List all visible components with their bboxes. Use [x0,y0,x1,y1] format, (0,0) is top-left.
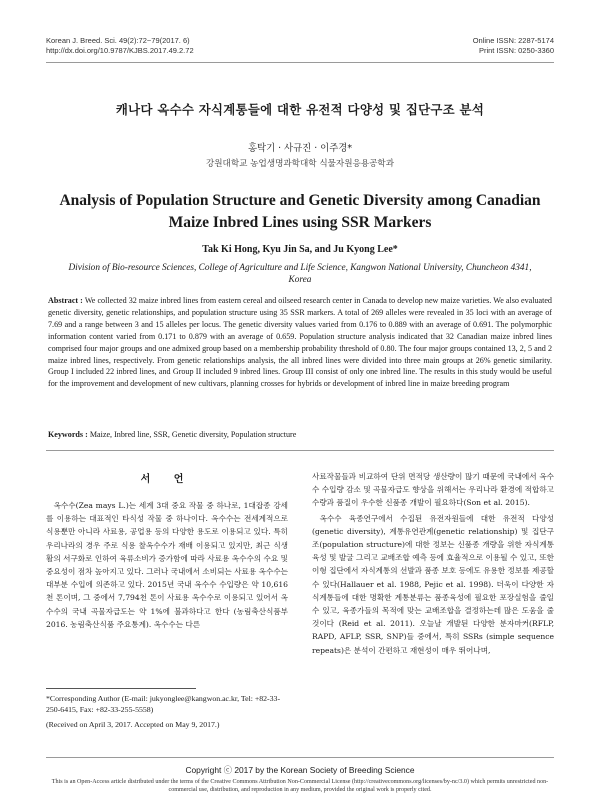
korean-title: 캐나다 옥수수 자식계통들에 대한 유전적 다양성 및 집단구조 분석 [115,102,485,117]
english-affiliation: Division of Bio-resource Sciences, College of Agriculture and Life Science, Kangwon National University, Chuncheon 4341, Korea [68,263,532,285]
abstract-divider [46,450,554,451]
copyright-line: Copyright ⓒ 2017 by the Korean Society of Breeding Science [185,765,415,775]
english-title: Analysis of Population Structure and Genetic Diversity among Canadian Maize Inbred Lines using SSR Markers [59,192,541,231]
footnote-divider [46,688,196,689]
footnote [46,693,288,730]
journal-citation: Korean J. Breed. Sci. 49(2):72~79(2017. 6) [46,36,190,45]
received-dates: (Received on April 3, 2017. Accepted on May 9, 2017.) [46,720,220,729]
doi-link[interactable]: http://dx.doi.org/10.9787/KJBS.2017.49.2.72 [46,46,194,55]
right-column [312,470,554,657]
introduction-heading: 서 언 [140,474,194,485]
footer-divider [46,757,554,758]
license-text: This is an Open-Access article distributed under the terms of the Creative Commons Attribution Non-Commercial License (http://creativecommons.org/licenses/by-nc/3.0) which permits unrestricted non-commercial use, distribution, and reproduction in any medium, provided the original work is properly cited. [51,779,549,793]
print-issn: Print ISSN: 0250-3360 [478,46,554,55]
intro-paragraph-3: 옥수수 육종연구에서 수집된 유전자원들에 대한 유전적 다양성(genetic diversity), 계통유연관계(genetic relationship) 및 집단구조(population structure)에 대한 정보는 신품종 개량을 위한 자식계통 육성 및 발굴 그리고 교배조합 예측 등에 효율적으로 이용될 수 있고, 또한 이형 집단에서 자식계통의 선발과 품종 보호 등에도 유용한 정보를 제공할 수 있다(Hallauer et al. 1988, Pejic et al. 1998). 더욱이 다양한 자식계통들에 대한 명확한 계통분류는 품종육성에 필요한 포장실험을 줄일 수 있고, 육종가들의 목적에 맞는 교배조합을 결정하는데 많은 도움을 줄 것이다 (Reid et al. 2011). 오늘날 개발된 다양한 분자마커(RFLP, RAPD, AFLP, SSR, SNP)들 중에서, 특히 SSRs (simple sequence repeats)은 분석이 간편하고 재현성이 매우 뛰어나며, [312,513,554,655]
online-issn: Online ISSN: 2287-5174 [472,36,554,45]
keywords-label: Keywords : [48,430,88,439]
korean-affiliation: 강원대학교 농업생명과학대학 식물자원응용공학과 [205,159,395,169]
abstract [48,295,552,390]
intro-paragraph-1: 옥수수(Zea mays L.)는 세계 3대 중요 작물 중 하나로, 1대잡종 강세를 이용하는 대표적인 타식성 작물 중 하나이다. 옥수수는 전세계적으로 식용뿐만 아니라 사료용, 공업용 등의 다양한 용도로 이용되고 있다. 특히 우리나라의 경우 주로 식용 찰옥수수가 재배 이용되고 있지만, 최근 식생활의 서구화로 인하여 육류소비가 증가함에 따라 사료용 옥수수의 수요 및 중요성이 점차 높아지고 있다. 그러나 국내에서 소비되는 사료용 옥수수는 대부분 수입에 의존하고 있다. 2015년 국내 옥수수 수입량은 약 10,616천 톤이며, 그 중에서 7,794천 톤이 사료용 옥수수로 이용되고 있어서 옥수수의 국내 곡물자급도는 약 1%에 불과하다고 한다 (농림축산식품부 2016. 농림축산식품 주요통계). 옥수수는 다른 [46,501,288,629]
abstract-text: We collected 32 maize inbred lines from eastern cereal and oilseed research center in Canada to develop new maize varieties. We also evaluated genetic diversity, genetic relationships, and population structure using 35 SSR markers. A total of 269 alleles were revealed in 35 loci with an average of 7.69 and a range between 3 and 15 alleles per locus. The genetic diversity values varied from 0.176 to 0.889 with an average of 0.691. The polymorphic information content varied from 0.171 to 0.879 with an average of 0.659. Population structure analysis indicated that 32 Canadian maize inbred lines comprised four major groups and one admixed group based on a membership probability threshold of 0.80. The four major groups contained 13, 2, 5 and 2 maize inbred lines, respectively. From genetic relationships analysis, the all inbred lines were divided into three main groups at 26% genetic similarity. Group I included 22 inbred lines, and Group II included 9 inbred lines. Group III consist of only one inbred line. The results in this study would be useful for the improvement and development of new cultivars, planning crosses for hybrids or development of inbred line in maize breeding program [48,296,552,389]
corresponding-author: *Corresponding Author (E-mail: jukyonglee@kangwon.ac.kr, Tel: +82-33-250-6415, Fax: +82-33-255-5558) [46,694,281,714]
header-divider [46,62,554,63]
left-column [46,470,288,631]
abstract-label: Abstract : [48,296,83,305]
journal-header-left [46,36,194,56]
intro-paragraph-2: 사료작물들과 비교하여 단위 면적당 생산량이 많기 때문에 국내에서 옥수수 수입량 감소 및 곡물자급도 향상을 위해서는 우리나라 환경에 적합하고 수량과 품질이 우수한 신품종 개발이 필요하다(Son et al. 2015). [312,472,554,508]
journal-header-right [473,36,554,56]
korean-authors: 홍탁기 · 사규진 · 이주경* [247,143,353,154]
keywords [48,430,552,439]
english-authors: Tak Ki Hong, Kyu Jin Sa, and Ju Kyong Lee* [202,244,398,255]
keywords-text: Maize, Inbred line, SSR, Genetic diversity, Population structure [89,430,297,439]
